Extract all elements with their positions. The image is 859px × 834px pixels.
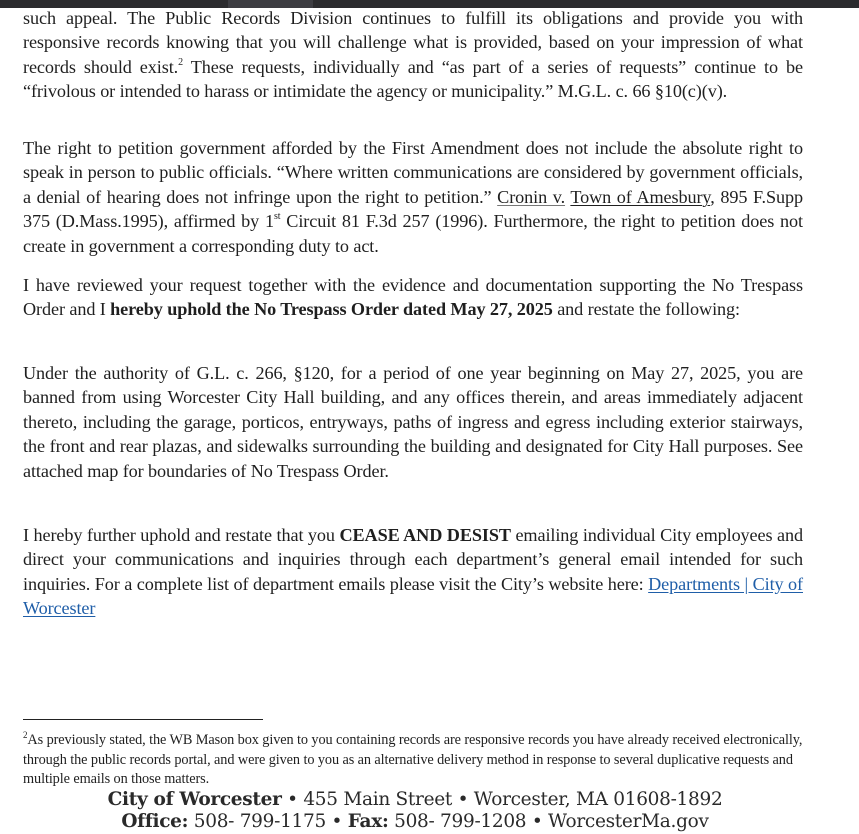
paragraph-text: I have reviewed your request together with the evidence and documentation supporting the No Trespass Order and I	[23, 275, 803, 320]
footnote-reference[interactable]: 2	[178, 56, 184, 68]
departments-link[interactable]: Departments | City of Worcester	[23, 573, 803, 619]
paragraph-text: Circuit 81 F.3d 257 (1996). Furthermore, the right to petition does not create in government a corresponding duty to act.	[23, 211, 804, 256]
viewer-top-bar	[0, 0, 859, 8]
paragraph-text: , 895 F.Supp 375 (D.Mass.1995), affirmed by 1	[23, 186, 803, 232]
case-citation: Cronin v.	[497, 186, 566, 207]
toolbar-handle[interactable]	[228, 0, 313, 8]
paragraph-text: emailing individual City employees and direct your communications and inquiries through each department’s general email intended for such inquiries. For a complete list of department emails please visit the City’s website here:	[23, 525, 803, 594]
letterhead-contact	[0, 810, 830, 834]
paragraph-text: The right to petition government afforded by the First Amendment does not include the absolute right to speak in person to public officials. “Where written communications are considered by government officials, a denial of hearing does not infringe upon the right to petition.”	[23, 138, 803, 207]
paragraph-public-records	[23, 6, 803, 104]
paragraph-cease-desist	[23, 523, 803, 621]
footnote-text: As previously stated, the WB Mason box given to you containing records are responsive records you have already received electronically, through the public records portal, and were given to you as an alternative delivery method in response to several duplicative requests and multiple emails on those matters.	[23, 732, 803, 787]
paragraph-text: These requests, individually and “as part of a series of requests” continue to be “frivolous or intended to harass or intimidate the agency or municipality.” M.G.L. c. 66 §10(c)(v).	[23, 56, 803, 102]
case-citation: Town of Amesbury	[570, 186, 711, 207]
bold-statement: hereby uphold the No Trespass Order dated May 27, 2025	[110, 299, 553, 320]
organization-name: City of Worcester	[107, 789, 282, 810]
paragraph-text: I hereby further uphold and restate that you	[23, 525, 340, 545]
paragraph-text: such appeal. The Public Records Division continues to fulfill its obligations and provide you with responsive records knowing that you will challenge what is provided, based on your impression of what records should exist.	[23, 8, 803, 77]
office-label: Office:	[121, 811, 189, 832]
paragraph-text: Under the authority of G.L. c. 266, §120, for a period of one year beginning on May 27, 2025, you are banned from using Worcester City Hall building, and any offices therein, and areas immediately adjacent thereto, including the garage, porticos, entryways, paths of ingress and egress including exterior stairways, the front and rear plazas, and sidewalks surrounding the building and designated for City Hall purposes. See attached map for boundaries of No Trespass Order.	[23, 363, 803, 481]
office-phone: 508- 799-1175 •	[188, 811, 348, 832]
bold-statement: CEASE AND DESIST	[339, 525, 511, 545]
ordinal-superscript: st	[273, 211, 281, 223]
paragraph-text: and restate the following:	[552, 299, 740, 320]
fax-label: Fax:	[347, 811, 389, 832]
footnote-separator	[23, 719, 263, 720]
footnote-number: 2	[23, 730, 28, 740]
paragraph-uphold-order	[23, 273, 803, 322]
letterhead-address	[0, 788, 830, 812]
address: • 455 Main Street • Worcester, MA 01608-1892	[281, 789, 723, 810]
footnote	[23, 731, 813, 790]
paragraph-ban-terms	[23, 361, 803, 483]
fax-phone: 508- 799-1208 • WorcesterMa.gov	[388, 811, 709, 832]
paragraph-right-to-petition	[23, 136, 803, 258]
